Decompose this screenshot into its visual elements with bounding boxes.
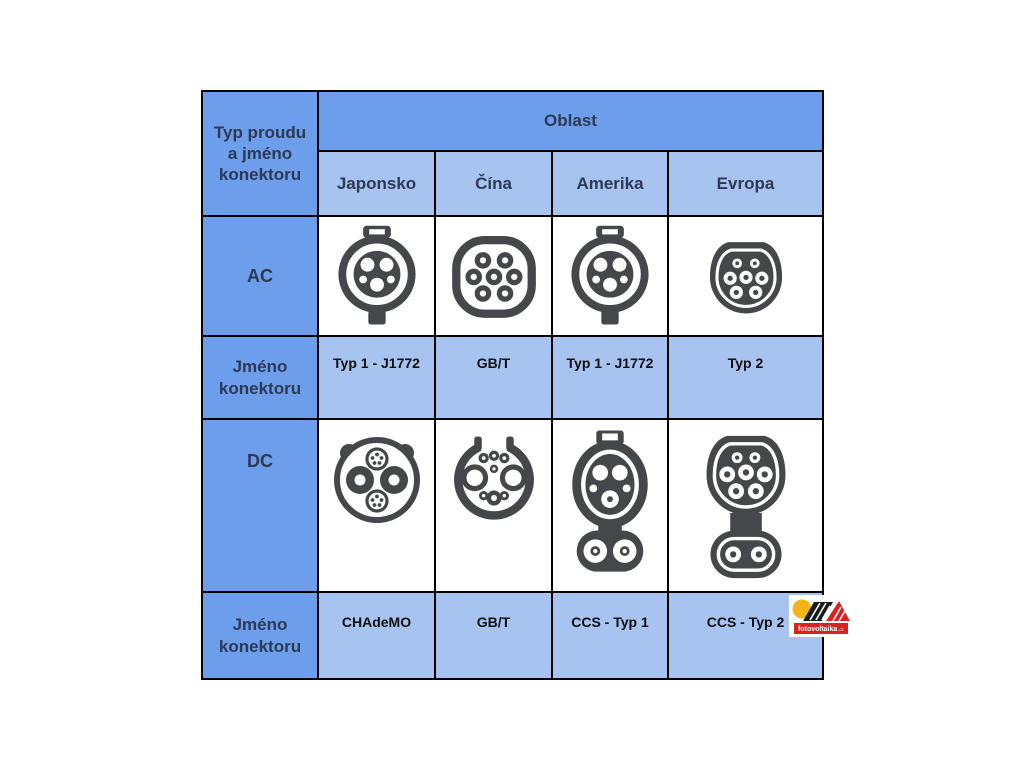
- dc-japonsko-cell: [319, 420, 434, 591]
- ac-row-label: AC: [247, 265, 273, 286]
- ac-name-cina: [436, 337, 551, 418]
- ac-name-evropa: [669, 337, 822, 418]
- ac-japonsko-cell: [319, 217, 434, 335]
- dc-name-japonsko: [319, 593, 434, 678]
- name-row-header-2: [203, 593, 317, 678]
- fotovoltaika-logo-icon: [789, 595, 853, 637]
- region-header-evropa: [669, 152, 822, 215]
- ac-cina-cell: [436, 217, 551, 335]
- region-header-japonsko: [319, 152, 434, 215]
- dc-row-header: [203, 420, 317, 591]
- dc-evropa-cell: [669, 420, 822, 591]
- connector-name: CCS - Typ 1: [571, 614, 649, 630]
- dc-cina-cell: [436, 420, 551, 591]
- name-row-header-1: [203, 337, 317, 418]
- gbt-dc-connector-icon: [446, 428, 542, 522]
- type1-j1772-connector-icon: [566, 224, 654, 328]
- ac-name-amerika: [553, 337, 667, 418]
- ac-evropa-cell: [669, 217, 822, 335]
- region-label: Evropa: [716, 173, 775, 193]
- ccs-type2-connector-icon: [691, 428, 801, 584]
- connector-name: GB/T: [476, 614, 511, 630]
- corner-header-cell: [203, 92, 317, 215]
- ac-amerika-cell: [553, 217, 667, 335]
- watermark-text: fotovoltaika: [798, 626, 838, 633]
- region-label: Amerika: [576, 173, 644, 193]
- region-header-amerika: [553, 152, 667, 215]
- region-label: Japonsko: [336, 173, 417, 193]
- connector-name: GB/T: [476, 355, 511, 371]
- name-row-label: Jméno konektoru: [218, 357, 302, 398]
- name-row-label: Jméno konektoru: [218, 615, 302, 656]
- ac-row-header: [203, 217, 317, 335]
- dc-amerika-cell: [553, 420, 667, 591]
- connector-name: CCS - Typ 2: [706, 614, 785, 630]
- dc-name-amerika: [553, 593, 667, 678]
- ac-name-japonsko: [319, 337, 434, 418]
- type1-j1772-connector-icon: [333, 224, 421, 328]
- connector-name: Typ 1 - J1772: [333, 355, 420, 371]
- oblast-header-cell: [319, 92, 822, 150]
- dc-name-cina: [436, 593, 551, 678]
- chademo-connector-icon: [323, 428, 431, 528]
- fotovoltaika-watermark-logo: [789, 595, 853, 637]
- watermark-suffix: .cz: [838, 627, 844, 632]
- gbt-ac-connector-icon: [447, 230, 541, 322]
- connector-name: Typ 2: [727, 355, 764, 371]
- corner-header-text: Typ proudu a jméno konektoru: [213, 122, 307, 185]
- region-label: Čína: [475, 173, 512, 193]
- type2-connector-icon: [702, 234, 790, 319]
- connector-name: Typ 1 - J1772: [566, 355, 654, 371]
- region-header-cina: [436, 152, 551, 215]
- oblast-header-text: Oblast: [544, 111, 597, 131]
- ccs-type1-connector-icon: [561, 428, 659, 584]
- dc-row-label: DC: [247, 451, 273, 471]
- connector-comparison-table: [201, 90, 824, 680]
- connector-name: CHAdeMO: [341, 614, 412, 630]
